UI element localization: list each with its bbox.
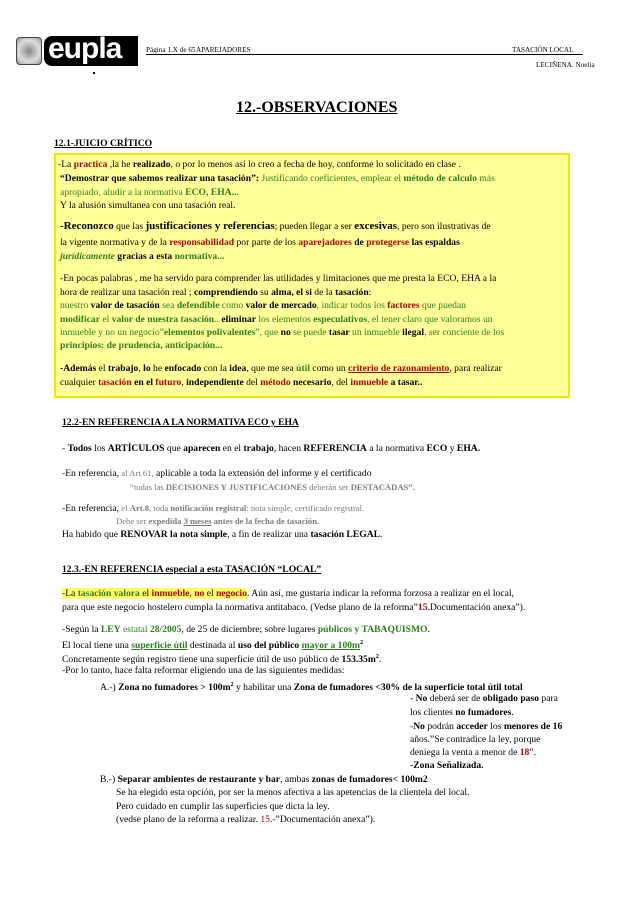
critique-line-7: jurídicamente gracias a esta normativa... <box>60 251 225 262</box>
option-a: A.-) Zona no fumadores > $100m^2$ y habilitar una Zona de fumadores <30% de la superficie total útil total <box>100 682 523 694</box>
option-a-cond-5: deniega la venta a menor de 18”. <box>410 747 537 758</box>
university-seal <box>16 37 42 65</box>
local-line-4: El local tiene una superficie útil destinada al uso del público mayor a $100m^2$ <box>62 640 364 652</box>
critique-line-5: -Reconozco que las justificaciones y referencias; pueden llegar a ser excesivas, pero son ilustrativas de <box>60 220 491 232</box>
local-line-5: Concretamente según registro tiene una superficie útil de uso público de $153.35m^2$. <box>62 654 382 666</box>
normativa-line-4: -En referencia, el Art.8, toda notificación registral: nota simple, certificado registral. <box>62 503 365 514</box>
critique-line-13: principios: de prudencia, anticipación... <box>60 340 223 351</box>
header-left-title: APAREJADORES <box>196 46 251 54</box>
option-a-cond-4: años.”Se contradice la ley, porque <box>410 734 541 745</box>
header-rule <box>146 54 583 55</box>
option-a-cond-6: -Zona Señalizada. <box>410 760 484 771</box>
critique-line-1: -La practica ,la he realizado, o por lo menos así lo creo a fecha de hoy, conforme lo solicitado en clase . <box>58 159 461 170</box>
local-line-1: -La tasación valora el inmueble, no el negocio. Aún así, me gustaría indicar la reforma forzosa a realizar en el local, <box>62 588 514 599</box>
normativa-line-1: - Todos los ARTÍCULOS que aparecen en el trabajo, hacen REFERENCIA a la normativa ECO y EHA. <box>62 443 481 454</box>
normativa-line-5: Debe ser expedida 3 meses antes de la fecha de tasación. <box>116 516 320 526</box>
page-title: 12.-OBSERVACIONES <box>236 99 398 116</box>
section-heading-local: 12.3.-EN REFERENCIA especial a esta TASACIÓN “LOCAL” <box>62 564 322 575</box>
critique-line-4: Y la alusión simultanea con una tasación real. <box>60 200 236 211</box>
logo-mark <box>93 72 95 74</box>
section-heading-juicio-critico: 12.1-JUICIO CRÍTICO <box>54 138 153 149</box>
eupla-logo-text: eupla <box>48 32 122 65</box>
local-line-2: para que este negocio hostelero cumpla la normativa antitabaco. (Vedse plano de la reforma”15.Documentación anexa”). <box>62 602 526 613</box>
critique-line-15: cualquier tasación en el futuro, independiente del método necesario, del inmueble a tasar.. <box>60 377 423 388</box>
critique-line-3: apropiado, aludir a la normativa ECO, EHA... <box>60 187 239 198</box>
header-location: LECIÑENA. Noelia <box>536 61 595 69</box>
critique-line-9: hora de realizar una tasación real ; comprendiendo su alma, el si de la tasación: <box>60 287 372 298</box>
header-right-title: TASACIÓN LOCAL <box>512 46 574 54</box>
critique-line-6: la vigente normativa y de la responsabilidad por parte de los aparejadores de protegerse las espaldas <box>60 237 460 248</box>
eupla-logo <box>44 32 138 66</box>
option-b-line-2: Pero cuidado en cumplir las superficies que dicta la ley. <box>116 801 330 812</box>
normativa-line-2: -En referencia, al Art.61, aplicable a toda la extensión del informe y el certificado <box>62 468 372 479</box>
critique-line-14: -Además el trabajo, lo he enfocado con la idea, que me sea útil como un criterio de razonamiento, para realizar <box>60 363 502 374</box>
option-b-line-1: Se ha elegido esta opción, por ser la menos afectiva a las apetencias de la clientela del local. <box>116 787 470 798</box>
normativa-line-6: Ha habido que RENOVAR la nota simple, a fin de realizar una tasación LEGAL. <box>62 529 383 540</box>
critique-line-10: nuestro valor de tasación sea defendible como valor de mercado, indicar todos los factores que puedan <box>60 300 466 311</box>
critique-line-8: -En pocas palabras , me ha servido para comprender las utilidades y limitaciones que me presta la ECO, EHA a la <box>60 273 497 284</box>
option-a-cond-2: los clientes no fumadores. <box>410 707 514 718</box>
normativa-line-3: “todas las DECISIONES Y JUSTIFICACIONES deberán ser DESTACADAS”. <box>130 482 415 492</box>
critique-line-11: modificar el valor de nuestra tasación.. eliminar los elementos especulativos, el tener claro que valoramos un <box>60 314 493 325</box>
section-heading-normativa: 12.2-EN REFERENCIA A LA NORMATIVA ECO y EHA <box>62 417 299 428</box>
option-b-line-3: (vedse plano de la reforma a realizar. 15.-”Documentación anexa”). <box>116 814 376 825</box>
page-number: Página 1.X de 65 <box>146 46 196 54</box>
option-a-cond-1: - No deberá ser de obligado paso para <box>410 693 558 704</box>
local-line-3: -Según la LEY estatal 28/2005, de 25 de diciembre; sobre lugares públicos y TABAQUISMO. <box>62 624 430 635</box>
critique-line-12: inmueble y no un negocio”elementos polivalentes”, que no se puede tasar un inmueble ilegal, ser conciente de los <box>60 327 505 338</box>
critique-line-2: “Demostrar que sabemos realizar una tasación”: Justificando coeficientes, emplear el método de calculo más <box>60 173 495 184</box>
local-line-6: -Por lo tanto, hace falta reformar eligiendo una de las siguientes medidas: <box>62 665 345 676</box>
option-a-cond-3: -No podrán acceder los menores de 16 <box>410 721 563 732</box>
option-b: B.-) Separar ambientes de restaurante y bar, ambas zonas de fumadores< 100m2 <box>100 774 428 785</box>
